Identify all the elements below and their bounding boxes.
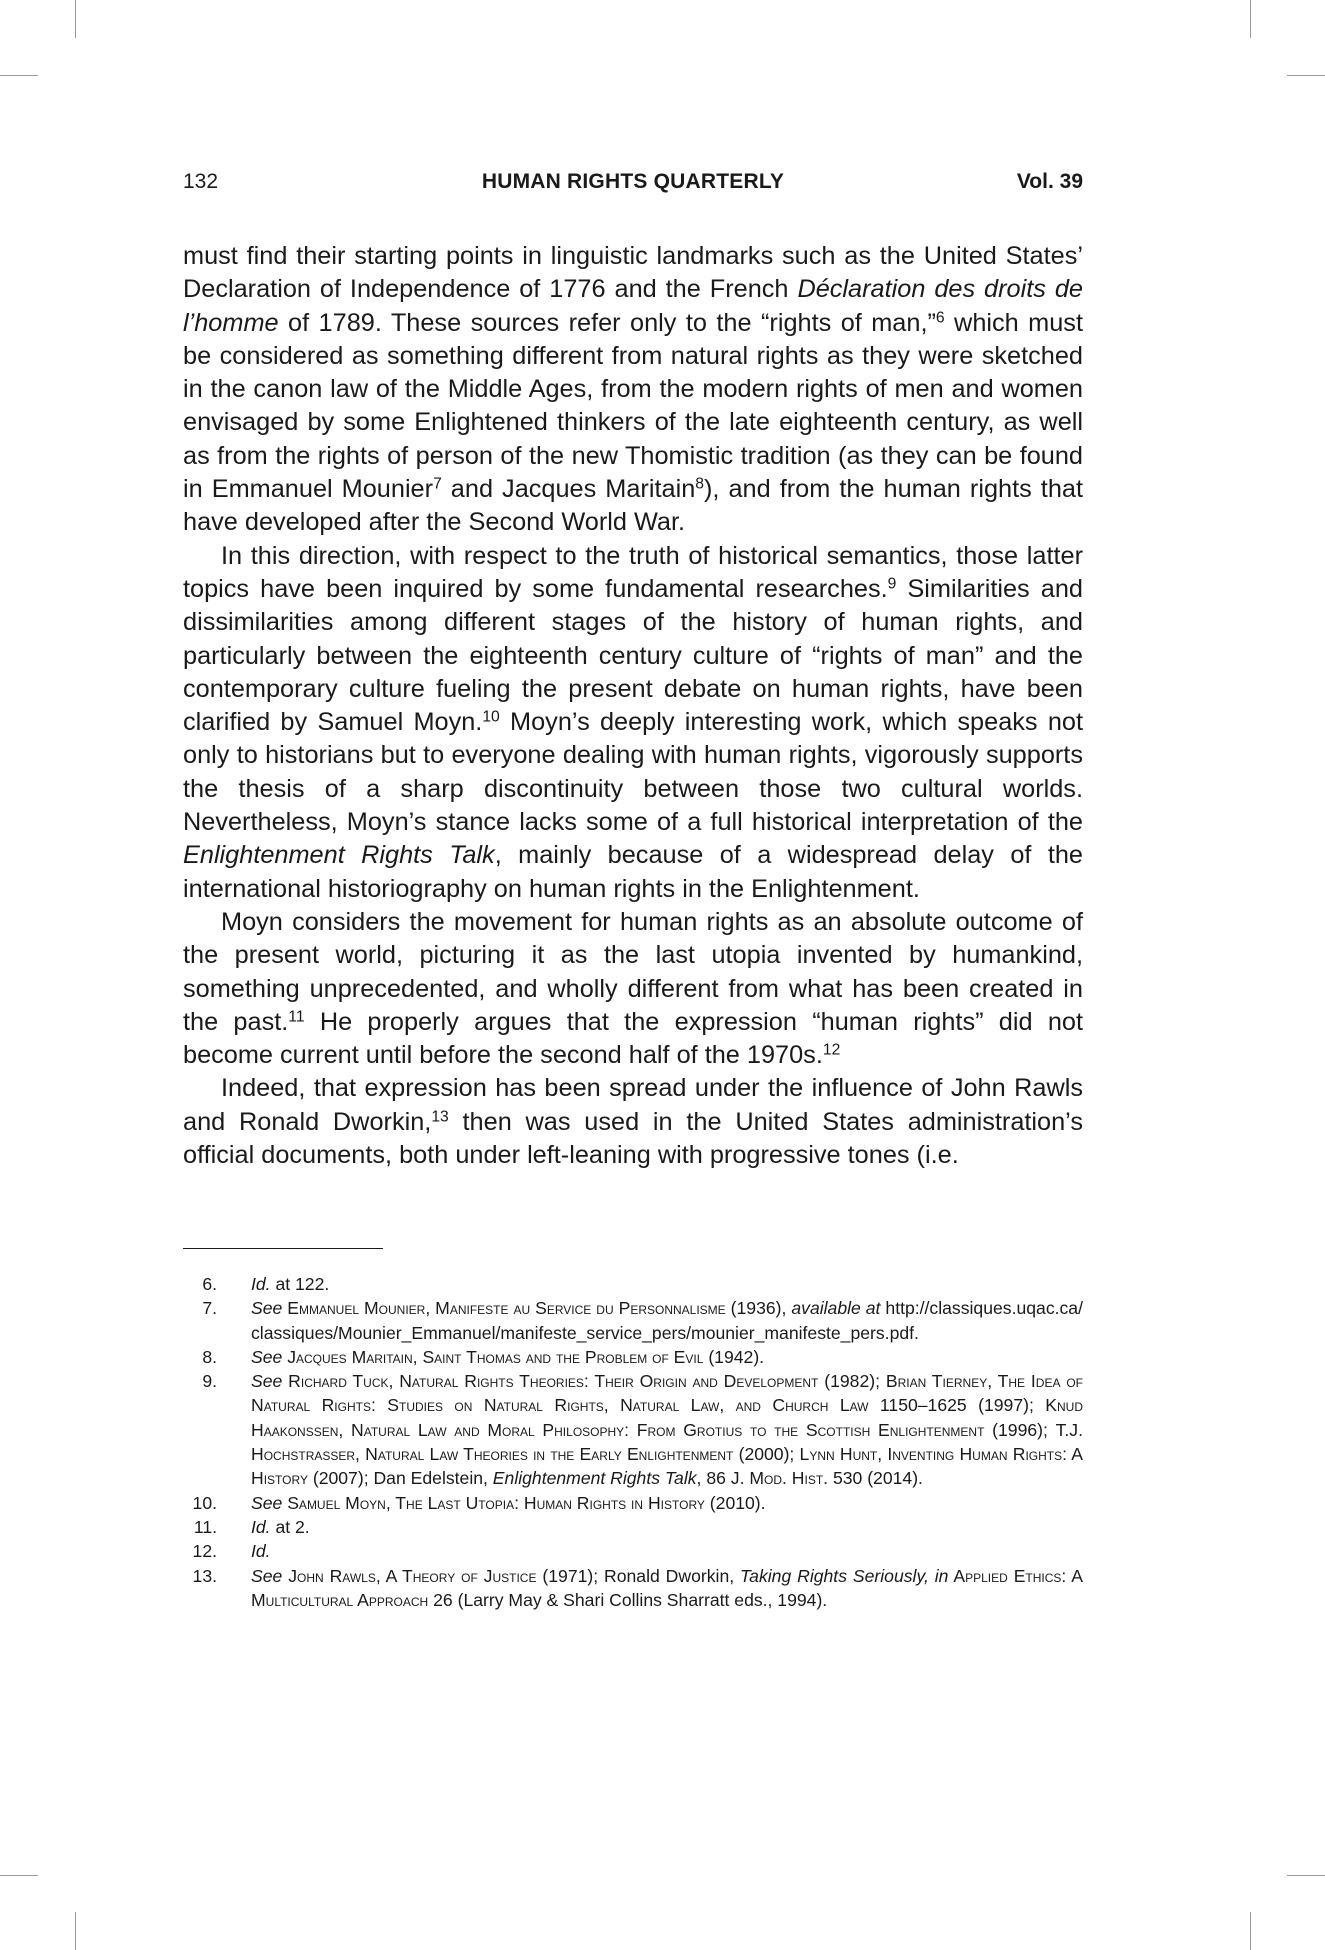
footnote-ref-10[interactable]: 10 <box>482 708 500 726</box>
footnote-9: 9. See Richard Tuck, Natural Rights Theories: Their Origin and Development (1982); Brian Tierney, The Idea of Natural Rights: Studies on Natural Rights, Natural Law, and Church Law 1150–1625 (1997); Knud Haakonssen, Natural Law and Moral Philosophy: From Grotius to the Scottish Enlightenment (1996); T.J. Hochstrasser, Natural Law Theories in the Early Enlightenment (2000); Lynn Hunt, Inventing Human Rights: A History (2007); Dan Edelstein, Enlightenment Rights Talk, 86 J. Mod. Hist. 530 (2014). <box>202 1371 1084 1489</box>
footnote-ref-11[interactable]: 11 <box>288 1008 305 1026</box>
crop-mark-top-right <box>1250 0 1251 38</box>
paragraph-2: In this direction, with respect to the truth of historical semantics, those latter topics have been inquired by some fundamental researches.$^9$ Similarities and dissimilarities among different stages of the history of human rights, and particularly between the eighteenth century culture of “rights of man” and the contemporary culture fueling the present debate on human rights, have been clarified by Samuel Moyn.$^{10}$ Moyn’s deeply interesting work, which speaks not only to historians but to everyone dealing with human rights, vigorously supports the thesis of a sharp discontinuity between those two cultural worlds. Nevertheless, Moyn’s stance lacks some of a full historical interpretation of the Enlightenment Rights Talk, mainly because of a widespread delay of the international historiography on human rights in the Enlightenment. <box>183 541 1084 903</box>
footnote-13: 13. See John Rawls, A Theory of Justice (1971); Ronald Dworkin, Taking Rights Seriously, in Applied Ethics: A Multicultural Approach 26 (Larry May & Shari Collins Sharratt eds., 1994). <box>192 1565 1083 1610</box>
footnote-ref-8[interactable]: 8 <box>695 475 704 493</box>
body-text <box>183 240 1083 1172</box>
source-link[interactable]: http://classiques.uqac.ca/classiques/Mounier_Emmanuel/manifeste_service_pers/mounier_manifeste_pers.pdf. <box>251 1298 1083 1343</box>
crop-mark-right-top <box>1287 75 1325 76</box>
journal-title: HUMAN RIGHTS QUARTERLY <box>481 170 785 193</box>
footnote-8: 8. See Jacques Maritain, Saint Thomas and the Problem of Evil (1942). <box>202 1346 765 1367</box>
footnotes <box>183 1272 1083 1612</box>
footnote-ref-12[interactable]: 12 <box>822 1041 841 1059</box>
footnote-6: 6. Id. at 122. <box>202 1274 330 1294</box>
footnote-ref-7[interactable]: 7 <box>433 475 442 493</box>
footnote-ref-13[interactable]: 13 <box>431 1108 449 1126</box>
footnote-10: 10. See Samuel Moyn, The Last Utopia: Human Rights in History (2010). <box>192 1492 766 1513</box>
footnote-separator <box>183 1248 383 1249</box>
footnote-ref-9[interactable]: 9 <box>887 575 897 593</box>
crop-mark-top-left <box>75 0 76 38</box>
footnote-ref-6[interactable]: 6 <box>935 308 945 326</box>
paragraph-1: must find their starting points in linguistic landmarks such as the United States’ Declaration of Independence of 1776 and the French Déclaration des droits de l’homme of 1789. These sources refer only to the “rights of man,”$^6$ which must be considered as something different from natural rights as they were sketched in the canon law of the Middle Ages, from the modern rights of men and women envisaged by some Enlightened thinkers of the late eighteenth century, as well as from the rights of person of the new Thomistic tradition (as they can be found in Emmanuel Mounier$^7$ and Jacques Maritain$^8$), and from the human rights that have developed after the Second World War. <box>183 242 1083 537</box>
footnote-11: 11. Id. at 2. <box>193 1516 310 1537</box>
crop-mark-bottom-right <box>1250 1912 1251 1950</box>
footnote-7: 7. See Emmanuel Mounier, Manifeste au Service du Personnalisme (1936), available at http://classiques.uqac.ca/classiques/Mounier_Emmanuel/manifeste_service_pers/mounier_manifeste_pers.pdf. <box>202 1298 1083 1343</box>
paragraph-4: Indeed, that expression has been spread under the influence of John Rawls and Ronald Dworkin,$^{13}$ then was used in the United States administration’s official documents, both under left-leaning with progressive tones (i.e. <box>183 1074 1083 1170</box>
running-header <box>183 170 1083 204</box>
crop-mark-bottom-left <box>75 1912 76 1950</box>
volume-label: Vol. 39 <box>1016 170 1083 193</box>
page-number: 132 <box>183 170 219 193</box>
crop-mark-right-bottom <box>1287 1875 1325 1876</box>
paragraph-3: Moyn considers the movement for human rights as an absolute outcome of the present world, picturing it as the last utopia invented by humankind, something unprecedented, and wholly different from what has been created in the past.$^{11}$ He properly argues that the expression “human rights” did not become current until before the second half of the 1970s.$^{12}$ <box>183 907 1083 1070</box>
crop-mark-left-top <box>0 75 38 76</box>
crop-mark-left-bottom <box>0 1875 38 1876</box>
footnote-12: 12. Id. <box>192 1541 271 1562</box>
